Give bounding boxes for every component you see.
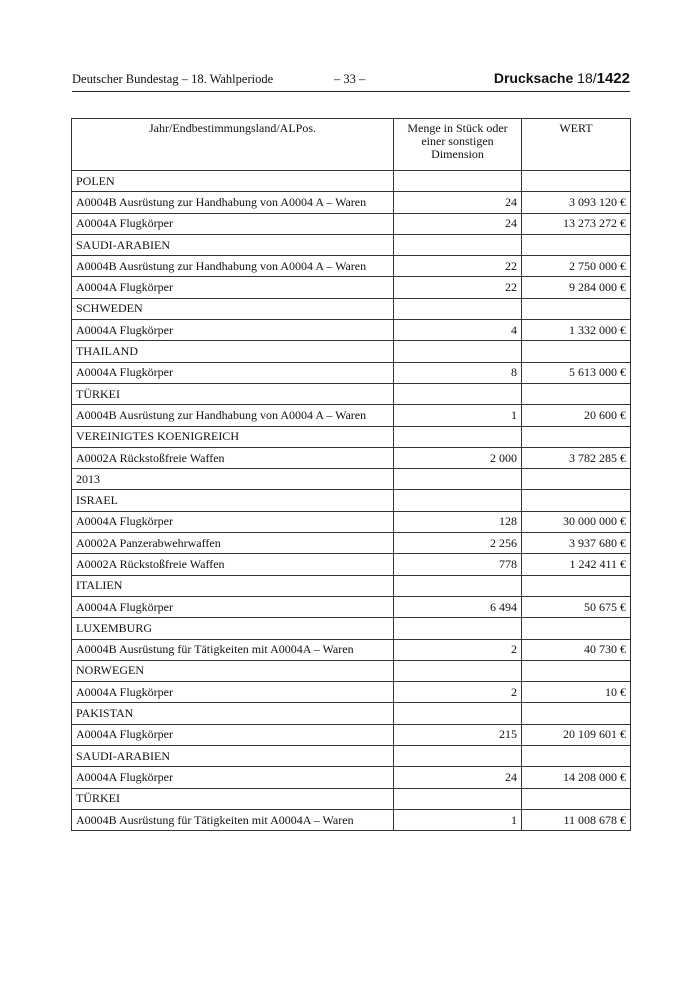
row-label: THAILAND bbox=[72, 341, 394, 362]
row-value bbox=[522, 298, 631, 319]
row-value: 3 093 120 € bbox=[522, 192, 631, 213]
table-row bbox=[72, 171, 631, 192]
row-label: ISRAEL bbox=[72, 490, 394, 511]
table-row bbox=[72, 362, 631, 383]
table-header-row bbox=[72, 119, 631, 171]
row-value bbox=[522, 469, 631, 490]
row-quantity: 1 bbox=[394, 405, 522, 426]
row-label: NORWEGEN bbox=[72, 660, 394, 681]
table-row bbox=[72, 341, 631, 362]
row-quantity bbox=[394, 490, 522, 511]
table-row bbox=[72, 213, 631, 234]
row-value bbox=[522, 575, 631, 596]
row-value bbox=[522, 171, 631, 192]
row-quantity bbox=[394, 618, 522, 639]
row-value: 9 284 000 € bbox=[522, 277, 631, 298]
row-value bbox=[522, 426, 631, 447]
row-label: A0004A Flugkörper bbox=[72, 596, 394, 617]
row-label: A0004B Ausrüstung zur Handhabung von A0004 A – Waren bbox=[72, 192, 394, 213]
publication-title: Deutscher Bundestag – 18. Wahlperiode bbox=[72, 72, 274, 86]
column-header-quantity: Menge in Stück oder einer sonstigen Dimension bbox=[394, 119, 522, 171]
row-quantity: 1 bbox=[394, 809, 522, 830]
table-row bbox=[72, 618, 631, 639]
row-label: A0004B Ausrüstung zur Handhabung von A0004 A – Waren bbox=[72, 256, 394, 277]
table-row bbox=[72, 511, 631, 532]
row-value bbox=[522, 234, 631, 255]
row-quantity: 2 256 bbox=[394, 533, 522, 554]
table-row bbox=[72, 277, 631, 298]
row-quantity bbox=[394, 383, 522, 404]
table-row bbox=[72, 490, 631, 511]
row-quantity: 22 bbox=[394, 277, 522, 298]
row-label: TÜRKEI bbox=[72, 383, 394, 404]
table-row bbox=[72, 554, 631, 575]
table-row bbox=[72, 426, 631, 447]
table-row bbox=[72, 383, 631, 404]
row-value bbox=[522, 660, 631, 681]
row-value bbox=[522, 746, 631, 767]
column-header-value: WERT bbox=[522, 119, 631, 171]
row-quantity bbox=[394, 575, 522, 596]
row-label: A0004A Flugkörper bbox=[72, 362, 394, 383]
row-quantity: 24 bbox=[394, 192, 522, 213]
column-header-country: Jahr/Endbestimmungsland/ALPos. bbox=[72, 119, 394, 171]
row-quantity bbox=[394, 298, 522, 319]
document-label: Drucksache bbox=[493, 70, 574, 86]
table-row bbox=[72, 298, 631, 319]
row-quantity: 24 bbox=[394, 213, 522, 234]
table-row bbox=[72, 234, 631, 255]
row-quantity bbox=[394, 171, 522, 192]
row-quantity: 2 bbox=[394, 639, 522, 660]
row-label: TÜRKEI bbox=[72, 788, 394, 809]
row-value: 14 208 000 € bbox=[522, 767, 631, 788]
row-value bbox=[522, 618, 631, 639]
row-label: A0004A Flugkörper bbox=[72, 767, 394, 788]
row-value bbox=[522, 490, 631, 511]
header-rule bbox=[72, 91, 630, 92]
document-number bbox=[494, 70, 630, 87]
row-value: 1 242 411 € bbox=[522, 554, 631, 575]
table-row bbox=[72, 320, 631, 341]
row-quantity: 2 bbox=[394, 682, 522, 703]
row-label: PAKISTAN bbox=[72, 703, 394, 724]
table-row bbox=[72, 703, 631, 724]
row-label: LUXEMBURG bbox=[72, 618, 394, 639]
row-label: SCHWEDEN bbox=[72, 298, 394, 319]
row-value: 30 000 000 € bbox=[522, 511, 631, 532]
row-label: A0004A Flugkörper bbox=[72, 724, 394, 745]
row-quantity: 6 494 bbox=[394, 596, 522, 617]
row-quantity: 128 bbox=[394, 511, 522, 532]
row-value: 5 613 000 € bbox=[522, 362, 631, 383]
row-label: A0004A Flugkörper bbox=[72, 682, 394, 703]
table-row bbox=[72, 746, 631, 767]
row-label: POLEN bbox=[72, 171, 394, 192]
table-row bbox=[72, 256, 631, 277]
row-label: 2013 bbox=[72, 469, 394, 490]
row-value bbox=[522, 703, 631, 724]
row-label: ITALIEN bbox=[72, 575, 394, 596]
table-row bbox=[72, 788, 631, 809]
table-row bbox=[72, 724, 631, 745]
table-row bbox=[72, 639, 631, 660]
table-row bbox=[72, 682, 631, 703]
row-value: 2 750 000 € bbox=[522, 256, 631, 277]
row-quantity: 24 bbox=[394, 767, 522, 788]
row-value bbox=[522, 383, 631, 404]
table-row bbox=[72, 809, 631, 830]
row-value: 11 008 678 € bbox=[522, 809, 631, 830]
table-row bbox=[72, 767, 631, 788]
table-row bbox=[72, 192, 631, 213]
export-table bbox=[71, 118, 631, 831]
page-header bbox=[72, 70, 630, 92]
row-value: 20 109 601 € bbox=[522, 724, 631, 745]
row-quantity: 778 bbox=[394, 554, 522, 575]
row-quantity: 22 bbox=[394, 256, 522, 277]
row-quantity bbox=[394, 469, 522, 490]
row-value: 3 937 680 € bbox=[522, 533, 631, 554]
row-label: SAUDI-ARABIEN bbox=[72, 746, 394, 767]
table-row bbox=[72, 447, 631, 468]
row-quantity bbox=[394, 746, 522, 767]
row-quantity: 8 bbox=[394, 362, 522, 383]
table-row bbox=[72, 596, 631, 617]
table-row bbox=[72, 405, 631, 426]
row-label: A0004B Ausrüstung für Tätigkeiten mit A0004A – Waren bbox=[72, 809, 394, 830]
row-label: SAUDI-ARABIEN bbox=[72, 234, 394, 255]
table-row bbox=[72, 533, 631, 554]
table-body bbox=[72, 171, 631, 831]
row-label: A0002A Rückstoßfreie Waffen bbox=[72, 447, 394, 468]
row-value bbox=[522, 341, 631, 362]
row-label: A0004A Flugkörper bbox=[72, 511, 394, 532]
row-label: A0002A Panzerabwehrwaffen bbox=[72, 533, 394, 554]
row-value: 3 782 285 € bbox=[522, 447, 631, 468]
row-quantity: 215 bbox=[394, 724, 522, 745]
row-label: VEREINIGTES KOENIGREICH bbox=[72, 426, 394, 447]
row-value: 1 332 000 € bbox=[522, 320, 631, 341]
row-label: A0004A Flugkörper bbox=[72, 213, 394, 234]
row-label: A0002A Rückstoßfreie Waffen bbox=[72, 554, 394, 575]
page-number: – 33 – bbox=[334, 72, 366, 86]
document-number-prefix: 18/ bbox=[577, 70, 597, 86]
row-value: 40 730 € bbox=[522, 639, 631, 660]
table-row bbox=[72, 660, 631, 681]
row-quantity bbox=[394, 660, 522, 681]
row-quantity bbox=[394, 341, 522, 362]
row-value: 10 € bbox=[522, 682, 631, 703]
row-value: 20 600 € bbox=[522, 405, 631, 426]
row-label: A0004A Flugkörper bbox=[72, 277, 394, 298]
row-label: A0004A Flugkörper bbox=[72, 320, 394, 341]
row-quantity: 4 bbox=[394, 320, 522, 341]
row-label: A0004B Ausrüstung für Tätigkeiten mit A0004A – Waren bbox=[72, 639, 394, 660]
row-label: A0004B Ausrüstung zur Handhabung von A0004 A – Waren bbox=[72, 405, 394, 426]
row-quantity bbox=[394, 788, 522, 809]
row-quantity bbox=[394, 426, 522, 447]
row-value bbox=[522, 788, 631, 809]
row-value: 50 675 € bbox=[522, 596, 631, 617]
row-quantity bbox=[394, 703, 522, 724]
row-quantity: 2 000 bbox=[394, 447, 522, 468]
row-quantity bbox=[394, 234, 522, 255]
row-value: 13 273 272 € bbox=[522, 213, 631, 234]
document-number-value: 1422 bbox=[596, 70, 630, 87]
table-row bbox=[72, 575, 631, 596]
table-row bbox=[72, 469, 631, 490]
